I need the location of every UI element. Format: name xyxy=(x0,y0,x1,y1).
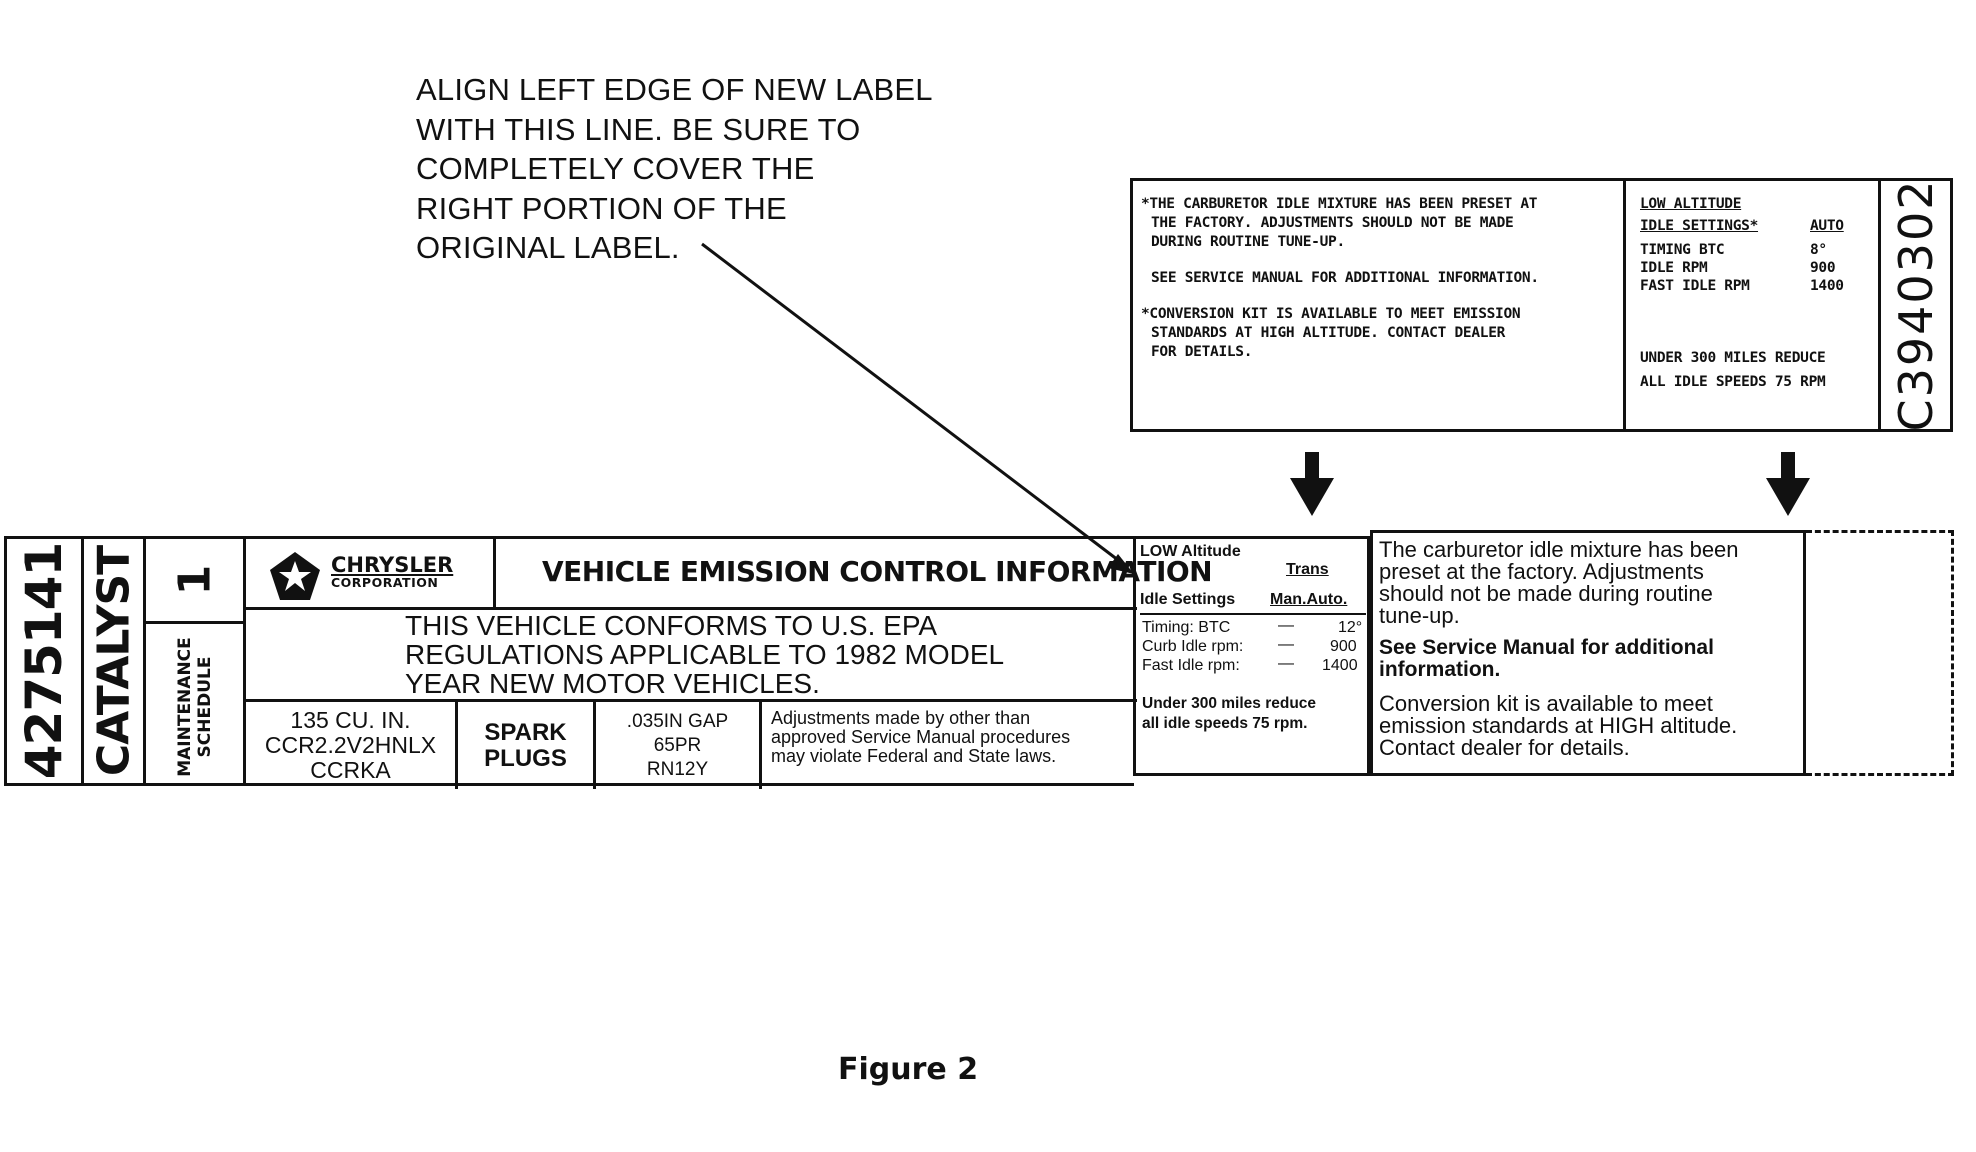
label-overlay-outline xyxy=(1806,530,1954,776)
note-line: STANDARDS AT HIGH ALTITUDE. CONTACT DEALER xyxy=(1151,325,1506,341)
instruction-line: RIGHT PORTION OF THE xyxy=(416,190,787,226)
low-altitude-reduce: all idle speeds 75 rpm. xyxy=(1142,715,1308,732)
fast-idle-auto: 1400 xyxy=(1322,657,1358,674)
brand-name: CHRYSLER xyxy=(331,553,454,577)
fast-idle-value: 1400 xyxy=(1810,278,1844,294)
conversion-note-line: Conversion kit is available to meet xyxy=(1379,691,1713,716)
instruction-line: ALIGN LEFT EDGE OF NEW LABEL xyxy=(416,72,933,107)
curb-idle-label: Curb Idle rpm: xyxy=(1142,638,1244,655)
fast-idle-label: FAST IDLE RPM xyxy=(1640,278,1750,294)
carb-note-line: The carburetor idle mixture has been xyxy=(1379,537,1739,562)
man-auto-heading: Man.Auto. xyxy=(1270,591,1348,608)
carburetor-notes-panel xyxy=(1370,530,1806,776)
reduce-line: ALL IDLE SPEEDS 75 RPM xyxy=(1640,374,1826,390)
timing-label: TIMING BTC xyxy=(1640,242,1725,258)
note-line: *CONVERSION KIT IS AVAILABLE TO MEET EMISSION xyxy=(1141,306,1521,322)
carb-note-line: preset at the factory. Adjustments xyxy=(1379,559,1704,584)
label-code: C3940302 xyxy=(1888,178,1943,432)
carb-note xyxy=(1379,539,1739,627)
spark-line: SPARK xyxy=(484,718,567,746)
conformance-line: YEAR NEW MOTOR VEHICLES. xyxy=(405,668,820,699)
conformance-statement xyxy=(405,611,1004,698)
settings-heading: LOW ALTITUDE xyxy=(1640,196,1742,212)
warning-line: approved Service Manual procedures xyxy=(771,727,1071,747)
catalyst-label: CATALYST xyxy=(88,545,139,777)
warning-cell xyxy=(771,709,1070,766)
idle-label: IDLE RPM xyxy=(1640,260,1708,276)
maintenance-text: SCHEDULE xyxy=(194,656,215,757)
maintenance-text: MAINTENANCE xyxy=(174,636,195,777)
spark-line: PLUGS xyxy=(484,744,567,772)
settings-auto-heading: AUTO xyxy=(1810,218,1844,234)
service-note xyxy=(1379,637,1714,681)
fast-idle-man: — xyxy=(1278,655,1294,672)
idle-value: 900 xyxy=(1810,260,1836,276)
conversion-note-line: emission standards at HIGH altitude. xyxy=(1379,713,1738,738)
settings-heading: IDLE SETTINGS* xyxy=(1640,218,1759,234)
new-emission-label xyxy=(1130,178,1953,432)
gap-line: .035IN GAP xyxy=(626,710,729,732)
service-note-line: information. xyxy=(1379,658,1501,681)
label-code-box xyxy=(1881,178,1950,432)
timing-auto: 12° xyxy=(1338,619,1363,636)
gap-line: RN12Y xyxy=(646,758,709,780)
trans-heading: Trans xyxy=(1286,561,1329,578)
warning-line: Adjustments made by other than xyxy=(771,708,1031,728)
timing-label: Timing: BTC xyxy=(1142,619,1231,636)
fast-idle-label: Fast Idle rpm: xyxy=(1142,657,1240,674)
schedule-number: 1 xyxy=(169,564,220,596)
note-line: *THE CARBURETOR IDLE MIXTURE HAS BEEN PRESET AT xyxy=(1141,196,1538,212)
part-number: 4275141 xyxy=(15,542,73,780)
timing-man: — xyxy=(1278,617,1294,634)
warning-line: may violate Federal and State laws. xyxy=(771,746,1057,766)
maintenance-schedule-cell xyxy=(146,624,243,789)
carb-note-line: tune-up. xyxy=(1379,603,1460,628)
new-label-settings xyxy=(1626,181,1881,429)
instruction-line: COMPLETELY COVER THE xyxy=(416,151,815,186)
reduce-line: UNDER 300 MILES REDUCE xyxy=(1640,350,1826,366)
chrysler-logo xyxy=(269,551,321,606)
service-note-line: See Service Manual for additional xyxy=(1379,636,1714,659)
engine-line: 135 CU. IN. xyxy=(290,707,411,733)
note-line: FOR DETAILS. xyxy=(1151,344,1253,360)
curb-idle-auto: 900 xyxy=(1330,638,1357,655)
note-line: THE FACTORY. ADJUSTMENTS SHOULD NOT BE MADE xyxy=(1151,215,1514,231)
timing-value: 8° xyxy=(1810,242,1827,258)
pentastar-icon xyxy=(269,551,321,601)
part-number-cell xyxy=(7,539,81,783)
note-line: DURING ROUTINE TUNE-UP. xyxy=(1151,234,1345,250)
catalyst-cell xyxy=(84,539,143,783)
spark-plugs-cell xyxy=(458,702,593,789)
engine-cell xyxy=(246,702,455,789)
conformance-line: THIS VEHICLE CONFORMS TO U.S. EPA xyxy=(405,610,938,641)
idle-settings-heading: Idle Settings xyxy=(1140,591,1236,608)
instruction-line: WITH THIS LINE. BE SURE TO xyxy=(416,111,861,147)
low-altitude-panel xyxy=(1133,536,1370,776)
gap-line: 65PR xyxy=(653,734,702,756)
down-arrow-icon xyxy=(1290,452,1334,516)
conversion-note xyxy=(1379,693,1737,759)
down-arrow-icon xyxy=(1766,452,1810,516)
instruction-line: ORIGINAL LABEL. xyxy=(416,230,680,265)
new-label-notes xyxy=(1133,181,1626,429)
schedule-number-cell xyxy=(146,539,243,621)
conversion-note-line: Contact dealer for details. xyxy=(1379,735,1630,760)
carb-note-line: should not be made during routine xyxy=(1379,581,1713,606)
note-line: SEE SERVICE MANUAL FOR ADDITIONAL INFORMATION. xyxy=(1151,270,1539,286)
gap-cell xyxy=(596,702,759,789)
conformance-line: REGULATIONS APPLICABLE TO 1982 MODEL xyxy=(405,639,1005,670)
brand-subtitle: CORPORATION xyxy=(331,575,439,590)
label-title: VEHICLE EMISSION CONTROL INFORMATION xyxy=(542,555,1213,588)
engine-line: CCRKA xyxy=(310,757,391,783)
low-altitude-reduce: Under 300 miles reduce xyxy=(1142,695,1317,712)
curb-idle-man: — xyxy=(1278,636,1294,653)
engine-line: CCR2.2V2HNLX xyxy=(264,732,437,758)
figure-caption: Figure 2 xyxy=(838,1052,979,1087)
low-altitude-heading: LOW Altitude xyxy=(1140,543,1241,560)
